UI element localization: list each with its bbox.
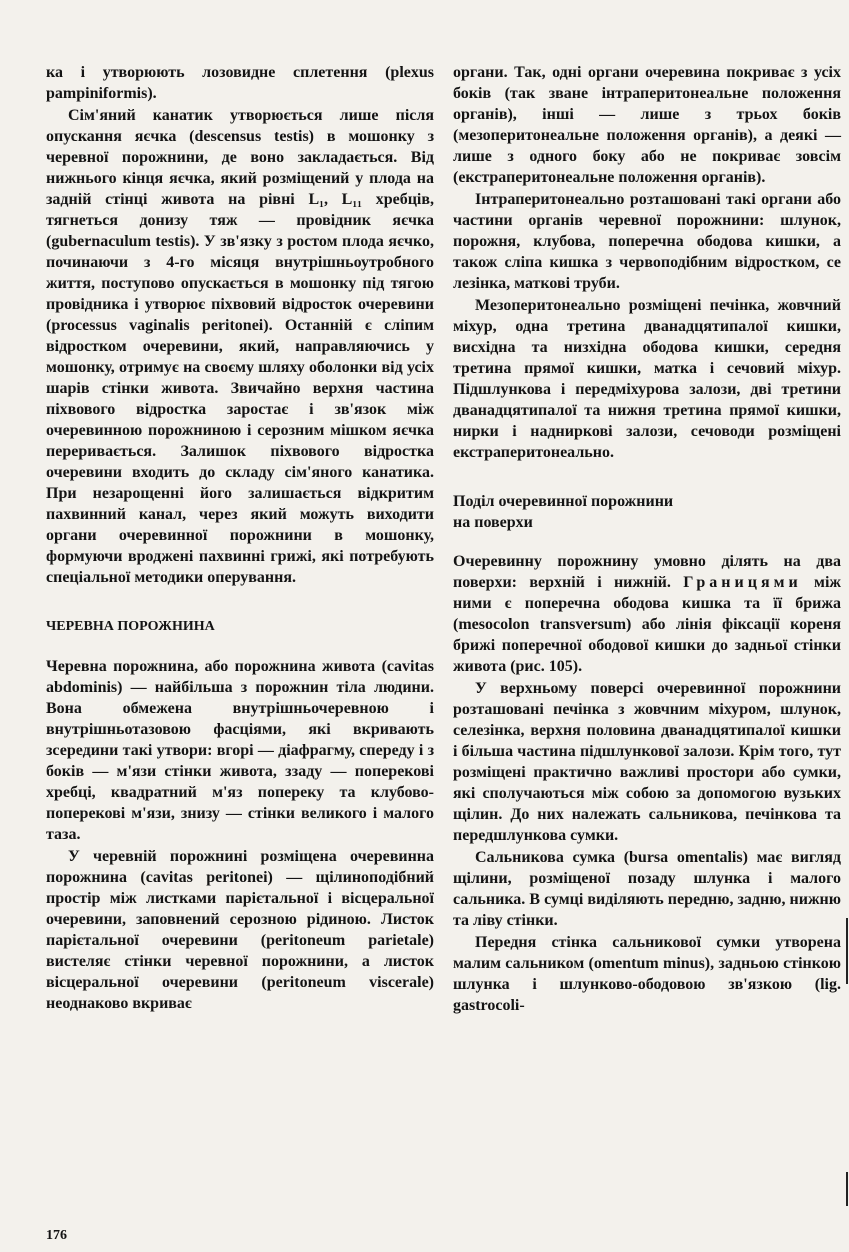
- margin-mark: [846, 918, 848, 984]
- right-paragraph-4-start: Очеревинну порожнину умовно ділять на два поверхи: верхній і нижній.: [453, 553, 841, 591]
- page-number: 176: [46, 1228, 67, 1243]
- right-paragraph-2: Інтраперитонеально розташовані такі органи або частини органів черевної порожнини: шлунок, порожня, клубова, поперечна ободова кишки, а також сліпа кишка з червоподібним відростком, се лезінка, маткові труби.: [453, 191, 841, 292]
- right-paragraph-1: органи. Так, одні органи очеревина покриває з усіх боків (так зване інтраперитонеальне положення органів), інші — лише з трьох боків (мезоперитонеальне положення органів), а деякі — лише з одного боку або не покриває зовсім (екстраперитонеальне положення органів).: [453, 64, 841, 186]
- right-column: [453, 62, 841, 1016]
- right-paragraph-6: Сальникова сумка (bursa omentalis) має вигляд щілини, розміщеної позаду шлунка і малого сальника. В сумці виділяють передню, задню, нижню та ліву стінки.: [453, 849, 841, 929]
- right-paragraph-5: У верхньому поверсі очеревинної порожнини розташовані печінка з жовчним міхуром, шлунок, селезінка, верхня половина дванадцятипалої кишки і більша частина підшлункової залози. Крім того, тут розміщені практично важливі простори або сумки, які сполучаються між собою за допомогою вузьких щілин. До них належать сальникова, печінкова та передшлункова сумки.: [453, 680, 841, 844]
- right-paragraph-4-end: між ними є поперечна ободова кишка та її брижа (mesocolon transversum) або лінія фіксації кореня брижі поперечної ободової кишки до задньої стінки живота (рис. 105).: [453, 574, 841, 675]
- margin-mark-lower: [846, 1172, 848, 1206]
- spaced-term-boundaries: Границями: [683, 574, 802, 591]
- left-paragraph-1: ка і утворюють лозовидне сплетення (plexus pampiniformis).: [46, 64, 434, 102]
- subsection-heading-line-1: Поділ очеревинної порожнини: [453, 493, 674, 510]
- subsection-heading: [453, 491, 841, 533]
- right-paragraph-3: Мезоперитонеально розміщені печінка, жовчний міхур, одна третина дванадцятипалої кишки, висхідна та низхідна ободова кишки, середня третина прямої кишки, матка і сечовий міхур. Підшлункова і передміхурова залози, дві третини дванадцятипалої та нижня третина прямої кишки, нирки і надниркові залози, сечоводи розміщені екстраперитонеально.: [453, 297, 841, 461]
- left-paragraph-4: У черевній порожнині розміщена очеревинна порожнина (cavitas peritonei) — щілиноподібний простір між листками парієтальної і вісцеральної очеревини, заповнений серозною рідиною. Листок парієтальної очеревини (peritoneum parietale) вистеляє стінки черевної порожнини, а листок вісцеральної очеревини (peritoneum viscerale) неоднаково вкриває: [46, 848, 434, 1012]
- section-heading-abdominal-cavity: ЧЕРЕВНА ПОРОЖНИНА: [46, 619, 215, 634]
- left-paragraph-2: Сім'яний канатик утворюється лише після опускання яєчка (descensus testis) в мошонку з черевної порожнини, де воно закладається. Від нижнього кінця яєчка, який розміщений у плода на задній стінці живота на рівні L₁, L₁₁ хребців, тягнеться донизу тяж — провідник яєчка (gubernaculum testis). У зв'язку з ростом плода яєчко, починаючи з 4-го місяця внутрішньоутробного життя, поступово опускається в мошонку під тягою провідника і утворює піхвовий відросток очеревини (processus vaginalis peritonei). Останній є сліпим відростком очеревини, який, направляючись у мошонку, отримує на своєму шляху оболонки від усіх шарів стінки живота. Звичайно верхня частина піхвового відростка заростає і зв'язок між очеревинною порожниною і серозним мішком яєчка переривається. Залишок піхвового відростка очеревини входить до складу сім'яного канатика. При незарощенні його залишається відкритим пахвинний канал, через який можуть виходити органи очеревинної порожнини в мошонку, формуючи вроджені пахвинні грижі, які потребують спеціальної методики оперування.: [46, 107, 434, 586]
- right-paragraph-7: Передня стінка сальникової сумки утворена малим сальником (omentum minus), задньою стінкою шлунка і шлунково-ободовою зв'язкою (lig. gastrocoli-: [453, 934, 841, 1014]
- left-column: [46, 62, 434, 1014]
- subsection-heading-line-2: на поверхи: [453, 514, 533, 531]
- left-paragraph-3: Черевна порожнина, або порожнина живота (cavitas abdominis) — найбільша з порожнин тіла людини. Вона обмежена внутрішньочеревною і внутрішньотазовою фасціями, які вкривають зсередини такі утвори: вгорі — діафрагму, спереду і з боків — м'язи стінки живота, ззаду — поперекові хребці, квадратний м'яз попереку та клубово-поперекові м'язи, знизу — стінки великого і малого таза.: [46, 658, 434, 843]
- right-paragraph-4: [453, 551, 841, 677]
